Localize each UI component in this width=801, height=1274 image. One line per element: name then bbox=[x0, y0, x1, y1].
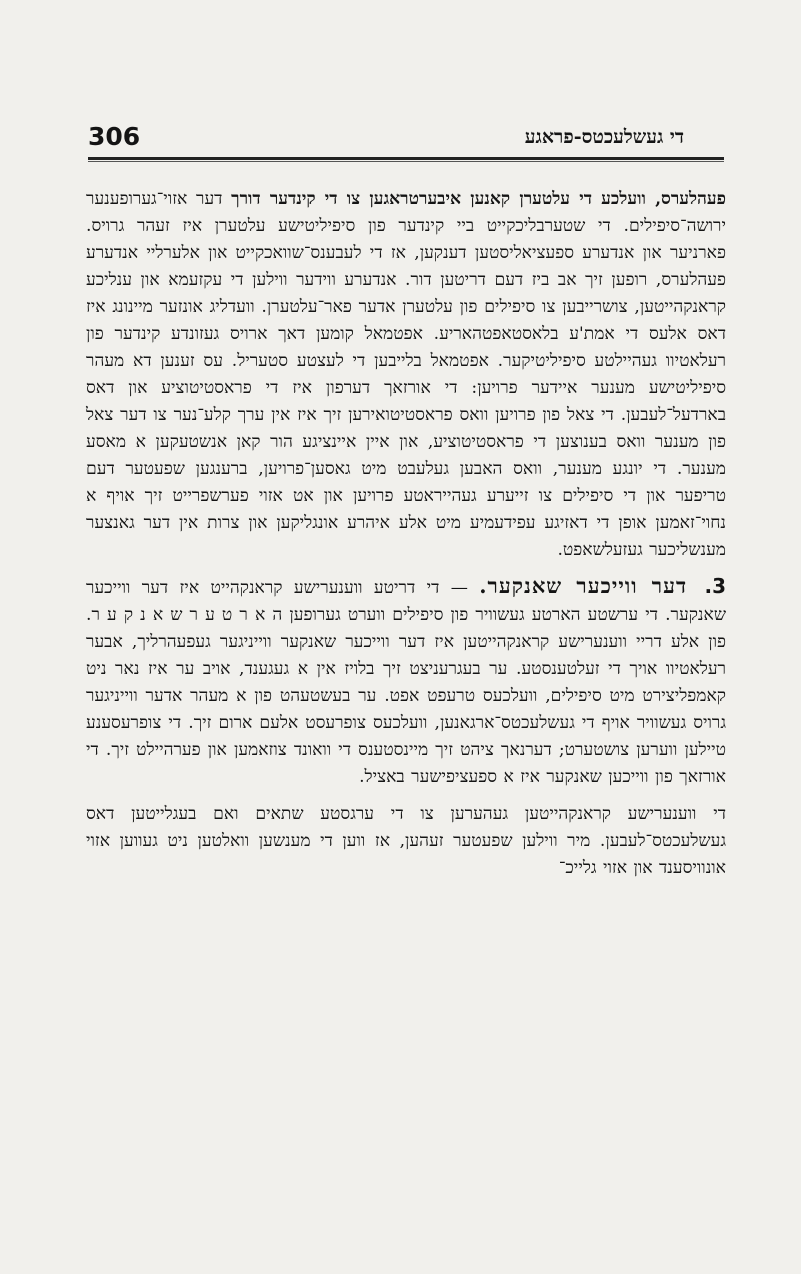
page-header bbox=[88, 118, 724, 158]
section-text: — די דריטע ווענערישע קראנקהייט איז דער ווייכער שאנקער. די ערשטע הארטע געשוויר פון סיפילים ווערט גערופען ה א ר ט ע ר ש א נ ק ע ר. פון אלע דריי ווענערישע קראנקהייטען איז דער ווייכער שאנקער ווייניגער געפעהרליך, אבער רעלאטיוו אויך די זעלטענסטע. ער בעגרעניצט זיך בלויז אין א געגענד, אויב ער איז נאר ניט קאמפליצירט מיט סיפילים, וועלכעס טרעפט אפט. ער בעשטעהט פון א מעהר אדער ווייניגער גרויס געשוויר אויף די געשלעכטס־ארגאנען, וועלכעס צופרעסט אלעם ארום זיך. די צופרעסענע טיילען ווערען צושטערט; דערנאך ציהט זיך מיינסטענס די וואונד צוזאמען און פערהיילט זיך. די אורזאך פון ווייכען שאנקער איז א ספעציפישער באציל. bbox=[86, 578, 726, 787]
paragraph-text: דער אזוי־גערופענער ירושה־סיפילים. די שטערבליכקייט ביי קינדער פון סיפיליטישע עלטערן איז זעהר גרויס. פארניער און אנדערע ספעציאליסטען דענקען, אז די לעבענס־שוואכקייט און אלערליי אנדערע פעהלערס, רופען זיך אב ביז דעם דריטען דור. אנדערע ווידער ווילען די עקזעמא און ענליכע קראנקהייטען, צושרייבען צו סיפילים פון עלטערן אדער פאר־עלטערן. וועדליג אונזער מיינונג איז דאס אלעס די אמת'ע בלאסטאפטהאריע. אפטמאל קומען דאך ארויס געזונדע קינדער פון רעלאטיוו געהיילטע סיפיליטיקער. אפטמאל בלייבען די לעצטע סטעריל. עס זענען דא מעהר סיפיליטישע מענער איידער פרויען: די אורזאך דערפון איז די פראסטיטוציע און דאס בארדעל־לעבען. די צאל פון פרויען וואס פראסטיטואירען זיך איז אין ערך קלע־נער צו דער צאל פון מענער וואס בענוצען די פראסטיטוציע, און איין איינציגע הור קאן אנשטעקען א מאסע מענער. די יונגע מענער, וואס האבען געלעבט מיט גאסען־פרויען, ברענגען שפעטער דעם טריפער און די סיפילים צו זייערע געהייראטע פרויען און אט אזוי פערשפרייט זיך אויף א נחוי־זאמען אופן די דאזיגע עפידעמיע מיט אלע איהרע אונגליקען און צרות אין דער גאנצער מענשליכער געזעלשאפט. bbox=[86, 189, 726, 560]
header-rule bbox=[88, 157, 724, 162]
paragraph-heredity bbox=[86, 186, 726, 564]
running-title: די געשלעכטס-פראגע bbox=[524, 126, 684, 148]
page-number: 306 bbox=[88, 122, 141, 151]
paragraph-lead: פעהלערס, וועלכע די עלטערן קאנען איבערטראגען צו די קינדער דורך bbox=[231, 189, 726, 209]
body-text bbox=[86, 186, 726, 882]
paragraph-text: די ווענערישע קראנקהייטען געהערען צו די ערגסטע שתאים ואם בעגלייטען דאס געשלעכטס־לעבען. מיר ווילען שפעטער זעהען, אז ווען די מענשען וואלטען ניט געווען אזוי אונוויסענד און אזוי גלייכ־ bbox=[86, 804, 726, 878]
section-soft-chancre bbox=[86, 572, 726, 791]
section-number: 3. bbox=[704, 574, 726, 598]
section-title: דער ווייכער שאנקער. bbox=[479, 573, 688, 598]
paragraph-venereal bbox=[86, 801, 726, 882]
